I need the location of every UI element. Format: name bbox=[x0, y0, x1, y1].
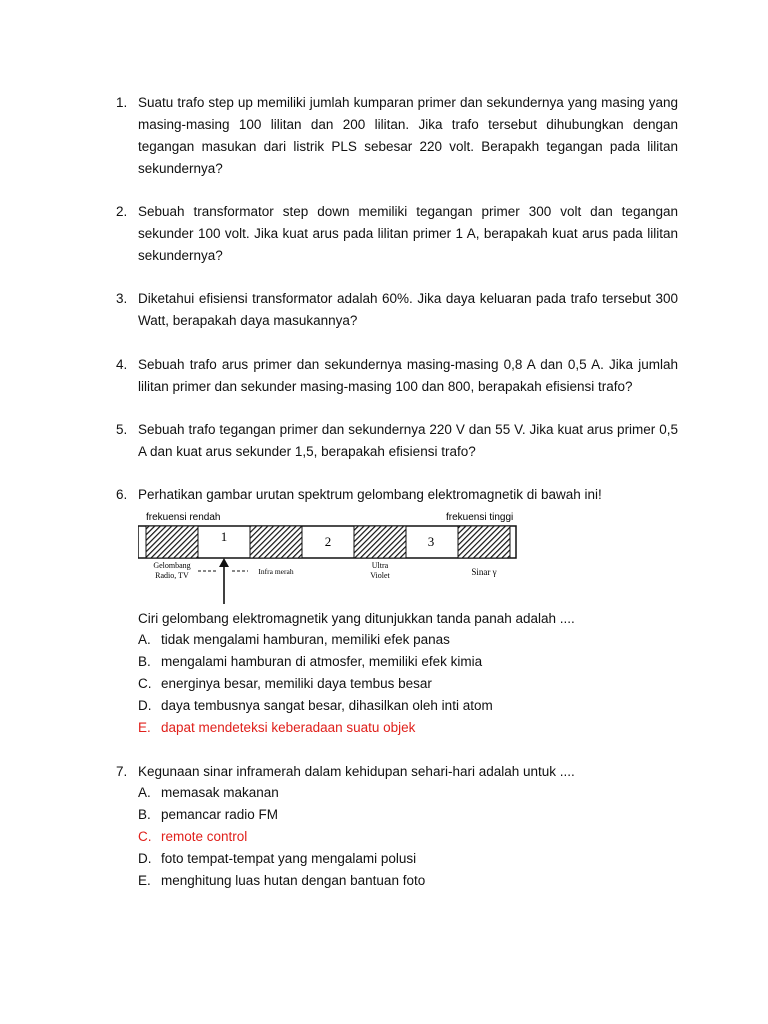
question-7 bbox=[116, 761, 678, 783]
label-gamma: Sinar γ bbox=[471, 567, 497, 577]
label-low-frequency: frekuensi rendah bbox=[146, 512, 221, 523]
question-4 bbox=[116, 354, 678, 398]
question-text: Perhatikan gambar urutan spektrum gelombang elektromagnetik di bawah ini! bbox=[138, 487, 602, 502]
question-3 bbox=[116, 288, 678, 332]
option-7b bbox=[138, 804, 278, 826]
option-text: pemancar radio FM bbox=[161, 807, 279, 822]
option-text: mengalami hamburan di atmosfer, memiliki efek kimia bbox=[161, 654, 483, 669]
question-number: 1. bbox=[116, 95, 128, 110]
option-letter: D. bbox=[138, 698, 152, 713]
option-text: energinya besar, memiliki daya tembus besar bbox=[161, 676, 432, 691]
question-5 bbox=[116, 419, 678, 463]
option-7e bbox=[138, 870, 425, 892]
hatched-ultraviolet bbox=[354, 526, 406, 558]
option-letter: C. bbox=[138, 829, 152, 844]
question-number: 4. bbox=[116, 357, 128, 372]
arrow-up-icon bbox=[219, 558, 229, 567]
option-letter: E. bbox=[138, 873, 151, 888]
question-text: Diketahui efisiensi transformator adalah 60%. Jika daya keluaran pada trafo tersebut 300 Watt, berapakah daya masukannya? bbox=[138, 291, 678, 328]
question-text: Kegunaan sinar inframerah dalam kehidupan sehari-hari adalah untuk .... bbox=[138, 764, 575, 779]
option-7d bbox=[138, 848, 416, 870]
option-6c bbox=[138, 673, 432, 695]
option-text: daya tembusnya sangat besar, dihasilkan oleh inti atom bbox=[161, 698, 493, 713]
option-text: dapat mendeteksi keberadaan suatu objek bbox=[161, 720, 416, 735]
option-6d bbox=[138, 695, 493, 717]
option-text: remote control bbox=[161, 829, 248, 844]
question-1 bbox=[116, 92, 678, 180]
option-letter: E. bbox=[138, 720, 151, 735]
question-number: 6. bbox=[116, 487, 128, 502]
label-uv-line1: Ultra bbox=[371, 561, 389, 570]
option-6e-answer bbox=[138, 717, 415, 739]
option-letter: A. bbox=[138, 632, 151, 647]
label-radio-line2: Radio, TV bbox=[155, 571, 189, 580]
question-number: 5. bbox=[116, 422, 128, 437]
option-7a bbox=[138, 782, 279, 804]
em-spectrum-figure bbox=[138, 508, 528, 608]
label-radio-line1: Gelombang bbox=[153, 561, 191, 570]
question-6-intro: Ciri gelombang elektromagnetik yang ditunjukkan tanda panah adalah .... bbox=[138, 611, 575, 626]
option-letter: B. bbox=[138, 807, 151, 822]
box-number-3: 3 bbox=[427, 534, 435, 549]
option-letter: D. bbox=[138, 851, 152, 866]
option-6b bbox=[138, 651, 482, 673]
question-number: 2. bbox=[116, 204, 128, 219]
label-uv-line2: Violet bbox=[370, 571, 390, 580]
option-text: memasak makanan bbox=[161, 785, 279, 800]
option-7c-answer bbox=[138, 826, 247, 848]
option-letter: B. bbox=[138, 654, 151, 669]
question-text: Suatu trafo step up memiliki jumlah kumparan primer dan sekundernya yang masing yang masing-masing 100 lilitan dan 200 lilitan. Jika trafo tersebut dihubungkan dengan tegangan masukan dari listrik PLS sebesar 220 volt. Berapakh tegangan pada lilitan sekundernya? bbox=[138, 95, 678, 176]
option-letter: C. bbox=[138, 676, 152, 691]
question-number: 7. bbox=[116, 764, 128, 779]
question-text: Sebuah trafo tegangan primer dan sekundernya 220 V dan 55 V. Jika kuat arus primer 0,5 A dan kuat arus sekunder 1,5, berapakah efisiensi trafo? bbox=[138, 422, 678, 459]
question-6 bbox=[116, 484, 678, 506]
label-high-frequency: frekuensi tinggi bbox=[446, 512, 514, 523]
question-number: 3. bbox=[116, 291, 128, 306]
hatched-gamma bbox=[458, 526, 510, 558]
box-number-1: 1 bbox=[220, 529, 228, 544]
option-text: menghitung luas hutan dengan bantuan foto bbox=[161, 873, 426, 888]
question-text: Sebuah transformator step down memiliki tegangan primer 300 volt dan tegangan sekunder 100 volt. Jika kuat arus pada lilitan primer 1 A, berapakah kuat arus pada lilitan sekundernya? bbox=[138, 204, 678, 263]
hatched-infrared bbox=[250, 526, 302, 558]
box-number-2: 2 bbox=[324, 534, 332, 549]
question-text: Sebuah trafo arus primer dan sekundernya masing-masing 0,8 A dan 0,5 A. Jika jumlah lilitan primer dan sekunder masing-masing 100 dan 800, berapakah efisiensi trafo? bbox=[138, 357, 678, 394]
label-infrared: Infra merah bbox=[258, 567, 294, 576]
hatched-radio-tv bbox=[146, 526, 198, 558]
question-2 bbox=[116, 201, 678, 267]
option-letter: A. bbox=[138, 785, 151, 800]
option-6a bbox=[138, 629, 450, 651]
option-text: foto tempat-tempat yang mengalami polusi bbox=[161, 851, 417, 866]
option-text: tidak mengalami hamburan, memiliki efek panas bbox=[161, 632, 450, 647]
